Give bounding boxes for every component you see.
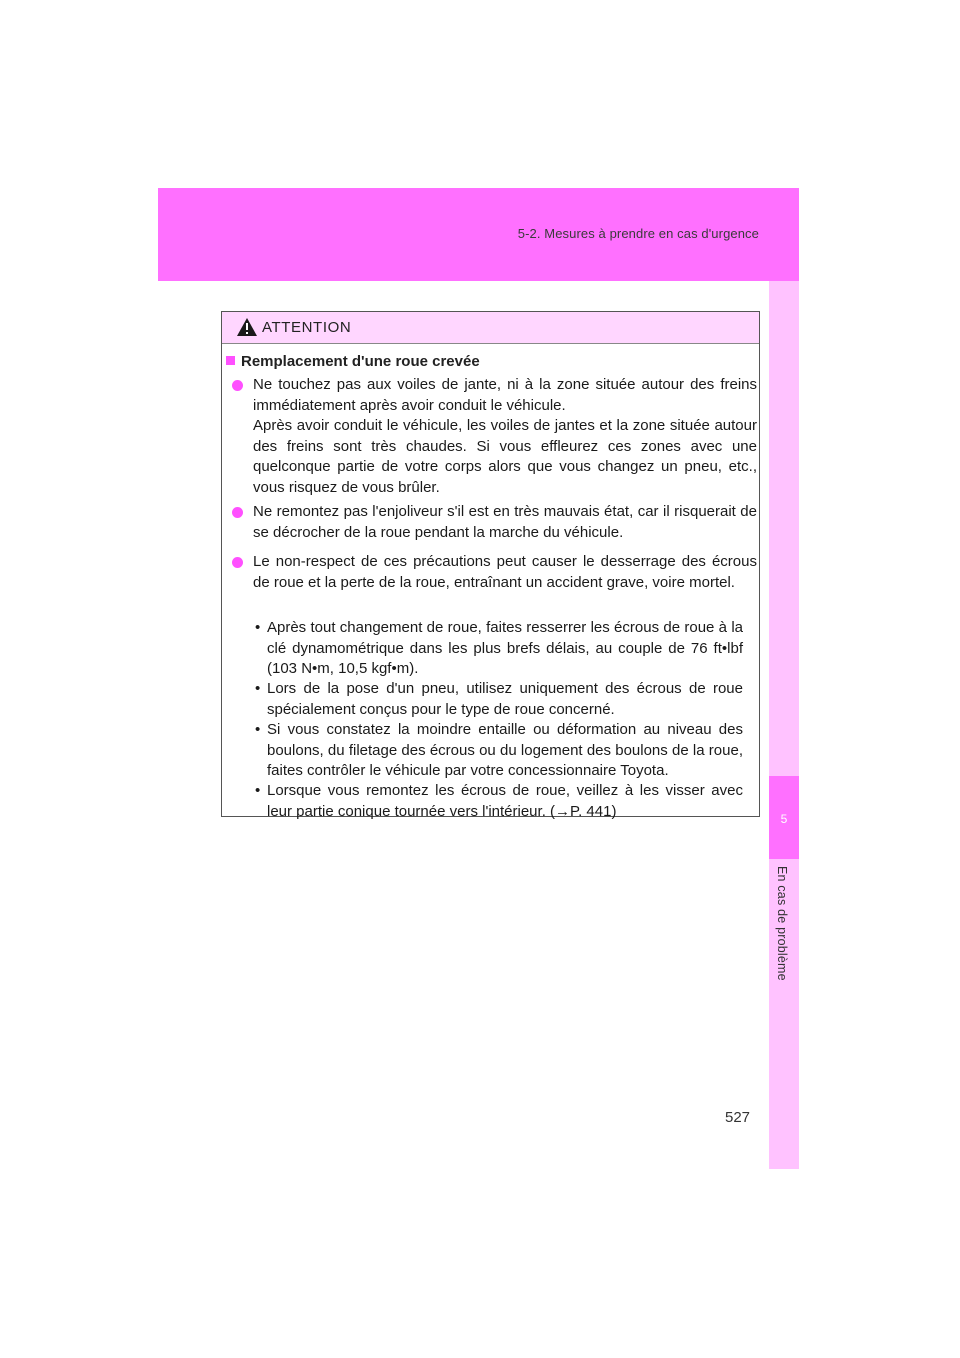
chapter-number: 5 xyxy=(780,812,788,826)
sub-bullet-item xyxy=(255,679,743,720)
bullet-item xyxy=(232,375,757,498)
circle-bullet-icon xyxy=(232,380,243,391)
sub-bullet-item xyxy=(255,618,743,680)
chapter-header-band xyxy=(158,188,799,281)
section-title: 5-2. Mesures à prendre en cas d'urgence xyxy=(517,226,759,241)
bullet-text-continued: Après avoir conduit le véhicule, les voiles de jantes et la zone située autour des freins sont très chaudes. Si vous effleurez ces zones avec une quelconque partie de votre corps alors que vous changez un pneu, etc., vous risquez de vous brûler. xyxy=(253,417,757,496)
sub-bullet-text: Lors de la pose d'un pneu, utilisez uniquement des écrous de roue spécialement conçus pour le type de roue concerné. xyxy=(267,680,743,718)
sub-bullet-text: Lorsque vous remontez les écrous de roue, veillez à les visser avec leur partie conique tournée vers l'intérieur. (→P. 441) xyxy=(267,782,743,820)
page-number: 527 xyxy=(725,1109,751,1126)
sub-bullet-text: Si vous constatez la moindre entaille ou déformation au niveau des boulons, du filetage des écrous ou du logement des boulons de la roue, faites contrôler le véhicule par votre concessionnaire Toyota. xyxy=(267,721,743,779)
bullet-item xyxy=(232,552,757,593)
chapter-label: En cas de problème xyxy=(775,866,789,981)
bullet-item xyxy=(232,502,757,543)
bullet-text: Le non-respect de ces précautions peut causer le desserrage des écrous de roue et la perte de la roue, entraînant un accident grave, voire mortel. xyxy=(253,553,757,591)
sub-bullet-item xyxy=(255,781,743,822)
sub-bullet-text: Après tout changement de roue, faites resserrer les écrous de roue à la clé dynamométrique dans les plus brefs délais, au couple de 76 ft•lbf (103 N•m, 10,5 kgf•m). xyxy=(267,619,743,677)
square-bullet-icon xyxy=(226,356,235,365)
sub-bullet-marker: • xyxy=(255,680,261,697)
attention-section-title-text: Remplacement d'une roue crevée xyxy=(241,353,480,370)
bullet-text: Ne touchez pas aux voiles de jante, ni à la zone située autour des freins immédiatement après avoir conduit le véhicule. xyxy=(253,376,757,414)
chapter-side-tab xyxy=(769,281,799,1169)
circle-bullet-icon xyxy=(232,507,243,518)
sub-bullet-item xyxy=(255,720,743,782)
sub-bullet-marker: • xyxy=(255,619,261,636)
attention-header xyxy=(222,312,759,344)
warning-triangle-icon xyxy=(236,317,258,337)
attention-box xyxy=(221,311,760,820)
attention-title: ATTENTION xyxy=(262,319,352,336)
sub-bullet-marker: • xyxy=(255,721,261,738)
attention-section-title xyxy=(226,352,480,373)
bullet-text: Ne remontez pas l'enjoliveur s'il est en très mauvais état, car il risquerait de se décrocher de la roue pendant la marche du véhicule. xyxy=(253,503,757,541)
sub-bullet-marker: • xyxy=(255,782,261,799)
circle-bullet-icon xyxy=(232,557,243,568)
